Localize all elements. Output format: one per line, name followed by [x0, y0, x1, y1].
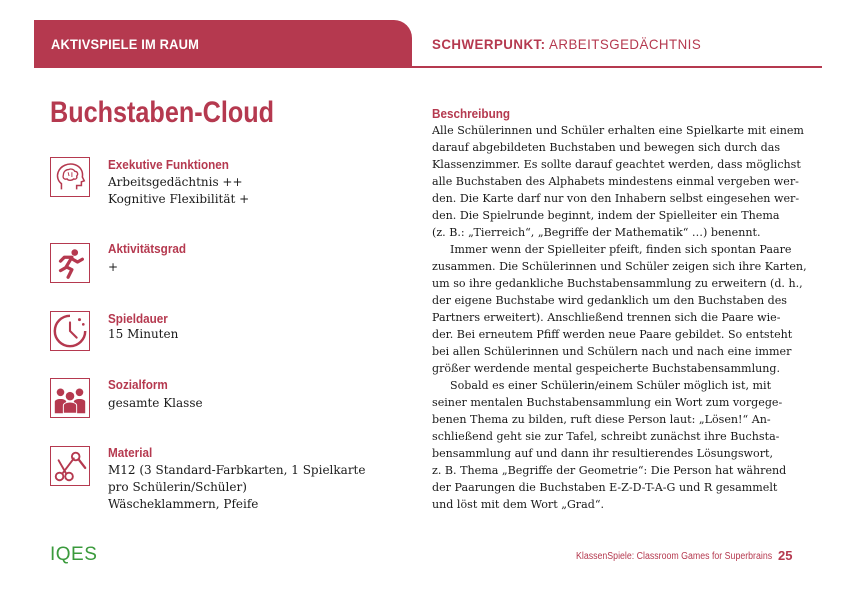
page-number: 25	[778, 548, 793, 563]
section-value-spieldauer	[108, 326, 178, 343]
description-label: Beschreibung	[432, 106, 511, 121]
description-line: bensammlung auf und dann ihr resultierendes Lösungswort,	[432, 447, 773, 460]
description-line: bei allen Schülerinnen und Schülern nach und nach eine immer	[432, 345, 792, 358]
running-person-icon	[50, 243, 90, 283]
exekutive-line: Arbeitsgedächtnis ++	[108, 175, 243, 189]
description-line: schließend geht sie zur Tafel, schreibt zunächst ihre Buchsta-	[432, 430, 780, 443]
description-line: Klassenzimmer. Es sollte darauf geachtet werden, dass möglichst	[432, 158, 801, 171]
description-line: z. B. Thema „Begriffe der Geometrie“: Die Person hat während	[432, 464, 787, 477]
section-label-material: Material	[108, 445, 153, 460]
description-line: der Paarungen die Buchstaben E-Z-D-T-A-G und R gesammelt	[432, 481, 778, 494]
description-line: Sobald es einer Schülerin/einem Schüler möglich ist, mit	[450, 379, 772, 392]
footer-series-title: KlassenSpiele: Classroom Games for Superbrains	[576, 551, 773, 562]
description-line: und löst mit dem Wort „Grad“.	[432, 498, 605, 511]
section-value-sozialform	[108, 395, 203, 412]
description-line: der eigene Buchstabe wird gedanklich um den Buchstaben des	[432, 294, 787, 307]
clock-icon	[50, 311, 90, 351]
description-line: Immer wenn der Spielleiter pfeift, finden sich spontan Paare	[450, 243, 792, 256]
sozialform-line: gesamte Klasse	[108, 396, 203, 410]
description-line: benen Thema zu bilden, ruft diese Person laut: „Lösen!“ An-	[432, 413, 771, 426]
description-line: den. Die Karte darf nur von den Inhabern selbst eingesehen wer-	[432, 192, 800, 205]
spieldauer-line: 15 Minuten	[108, 327, 179, 341]
page-title: Buchstaben-Cloud	[50, 96, 275, 129]
aktivitaet-line: +	[108, 260, 119, 274]
section-value-material	[108, 462, 365, 513]
section-label-sozialform: Sozialform	[108, 377, 168, 392]
section-label-aktivitaet: Aktivitätsgrad	[108, 241, 187, 256]
brain-head-icon	[50, 157, 90, 197]
description-line: darauf abgebildeten Buchstaben und bewegen sich durch das	[432, 141, 781, 154]
group-icon	[50, 378, 90, 418]
description-line: seiner mentalen Buchstabensammlung ein Wort zum vorgege-	[432, 396, 783, 409]
material-line: Wäscheklammern, Pfeife	[108, 497, 259, 511]
description-line: Partners erweitert). Anschließend trennen sich die Paare wie-	[432, 311, 781, 324]
header-right-bold: SCHWERPUNKT:	[432, 36, 546, 52]
description-line: den. Die Spielrunde beginnt, indem der Spielleiter ein Thema	[432, 209, 780, 222]
section-value-exekutive	[108, 174, 249, 208]
section-label-exekutive: Exekutive Funktionen	[108, 157, 229, 172]
material-line: pro Schülerin/Schüler)	[108, 480, 247, 494]
section-label-spieldauer: Spieldauer	[108, 311, 168, 326]
description-body	[432, 122, 807, 513]
header-right-rest: ARBEITSGEDÄCHTNIS	[545, 36, 702, 52]
scissors-materials-icon	[50, 446, 90, 486]
iqes-logo: IQES	[50, 544, 98, 565]
description-line: zusammen. Die Schülerinnen und Schüler zeigen sich ihre Karten,	[432, 260, 807, 273]
exekutive-line: Kognitive Flexibilität +	[108, 192, 250, 206]
description-line: um so ihre gedankliche Buchstabensammlung zu erweitern (d. h.,	[432, 277, 803, 290]
material-line: M12 (3 Standard-Farbkarten, 1 Spielkarte	[108, 463, 366, 477]
header-right-label	[432, 36, 701, 52]
header-left-banner	[34, 20, 412, 68]
description-line: (z. B.: „Tierreich“, „Begriffe der Mathematik“ …) benennt.	[432, 226, 761, 239]
description-line: Alle Schülerinnen und Schüler erhalten eine Spielkarte mit einem	[432, 124, 804, 137]
description-line: alle Buchstaben des Alphabets mindestens einmal vergeben wer-	[432, 175, 799, 188]
section-value-aktivitaet	[108, 259, 118, 276]
description-line: größer werdende mental gespeicherte Buchstabensammlung.	[432, 362, 781, 375]
description-line: der. Bei erneutem Pfiff werden neue Paare gebildet. So entsteht	[432, 328, 793, 341]
header-rule	[412, 66, 822, 68]
header-left-label: AKTIVSPIELE IM RAUM	[51, 36, 200, 52]
